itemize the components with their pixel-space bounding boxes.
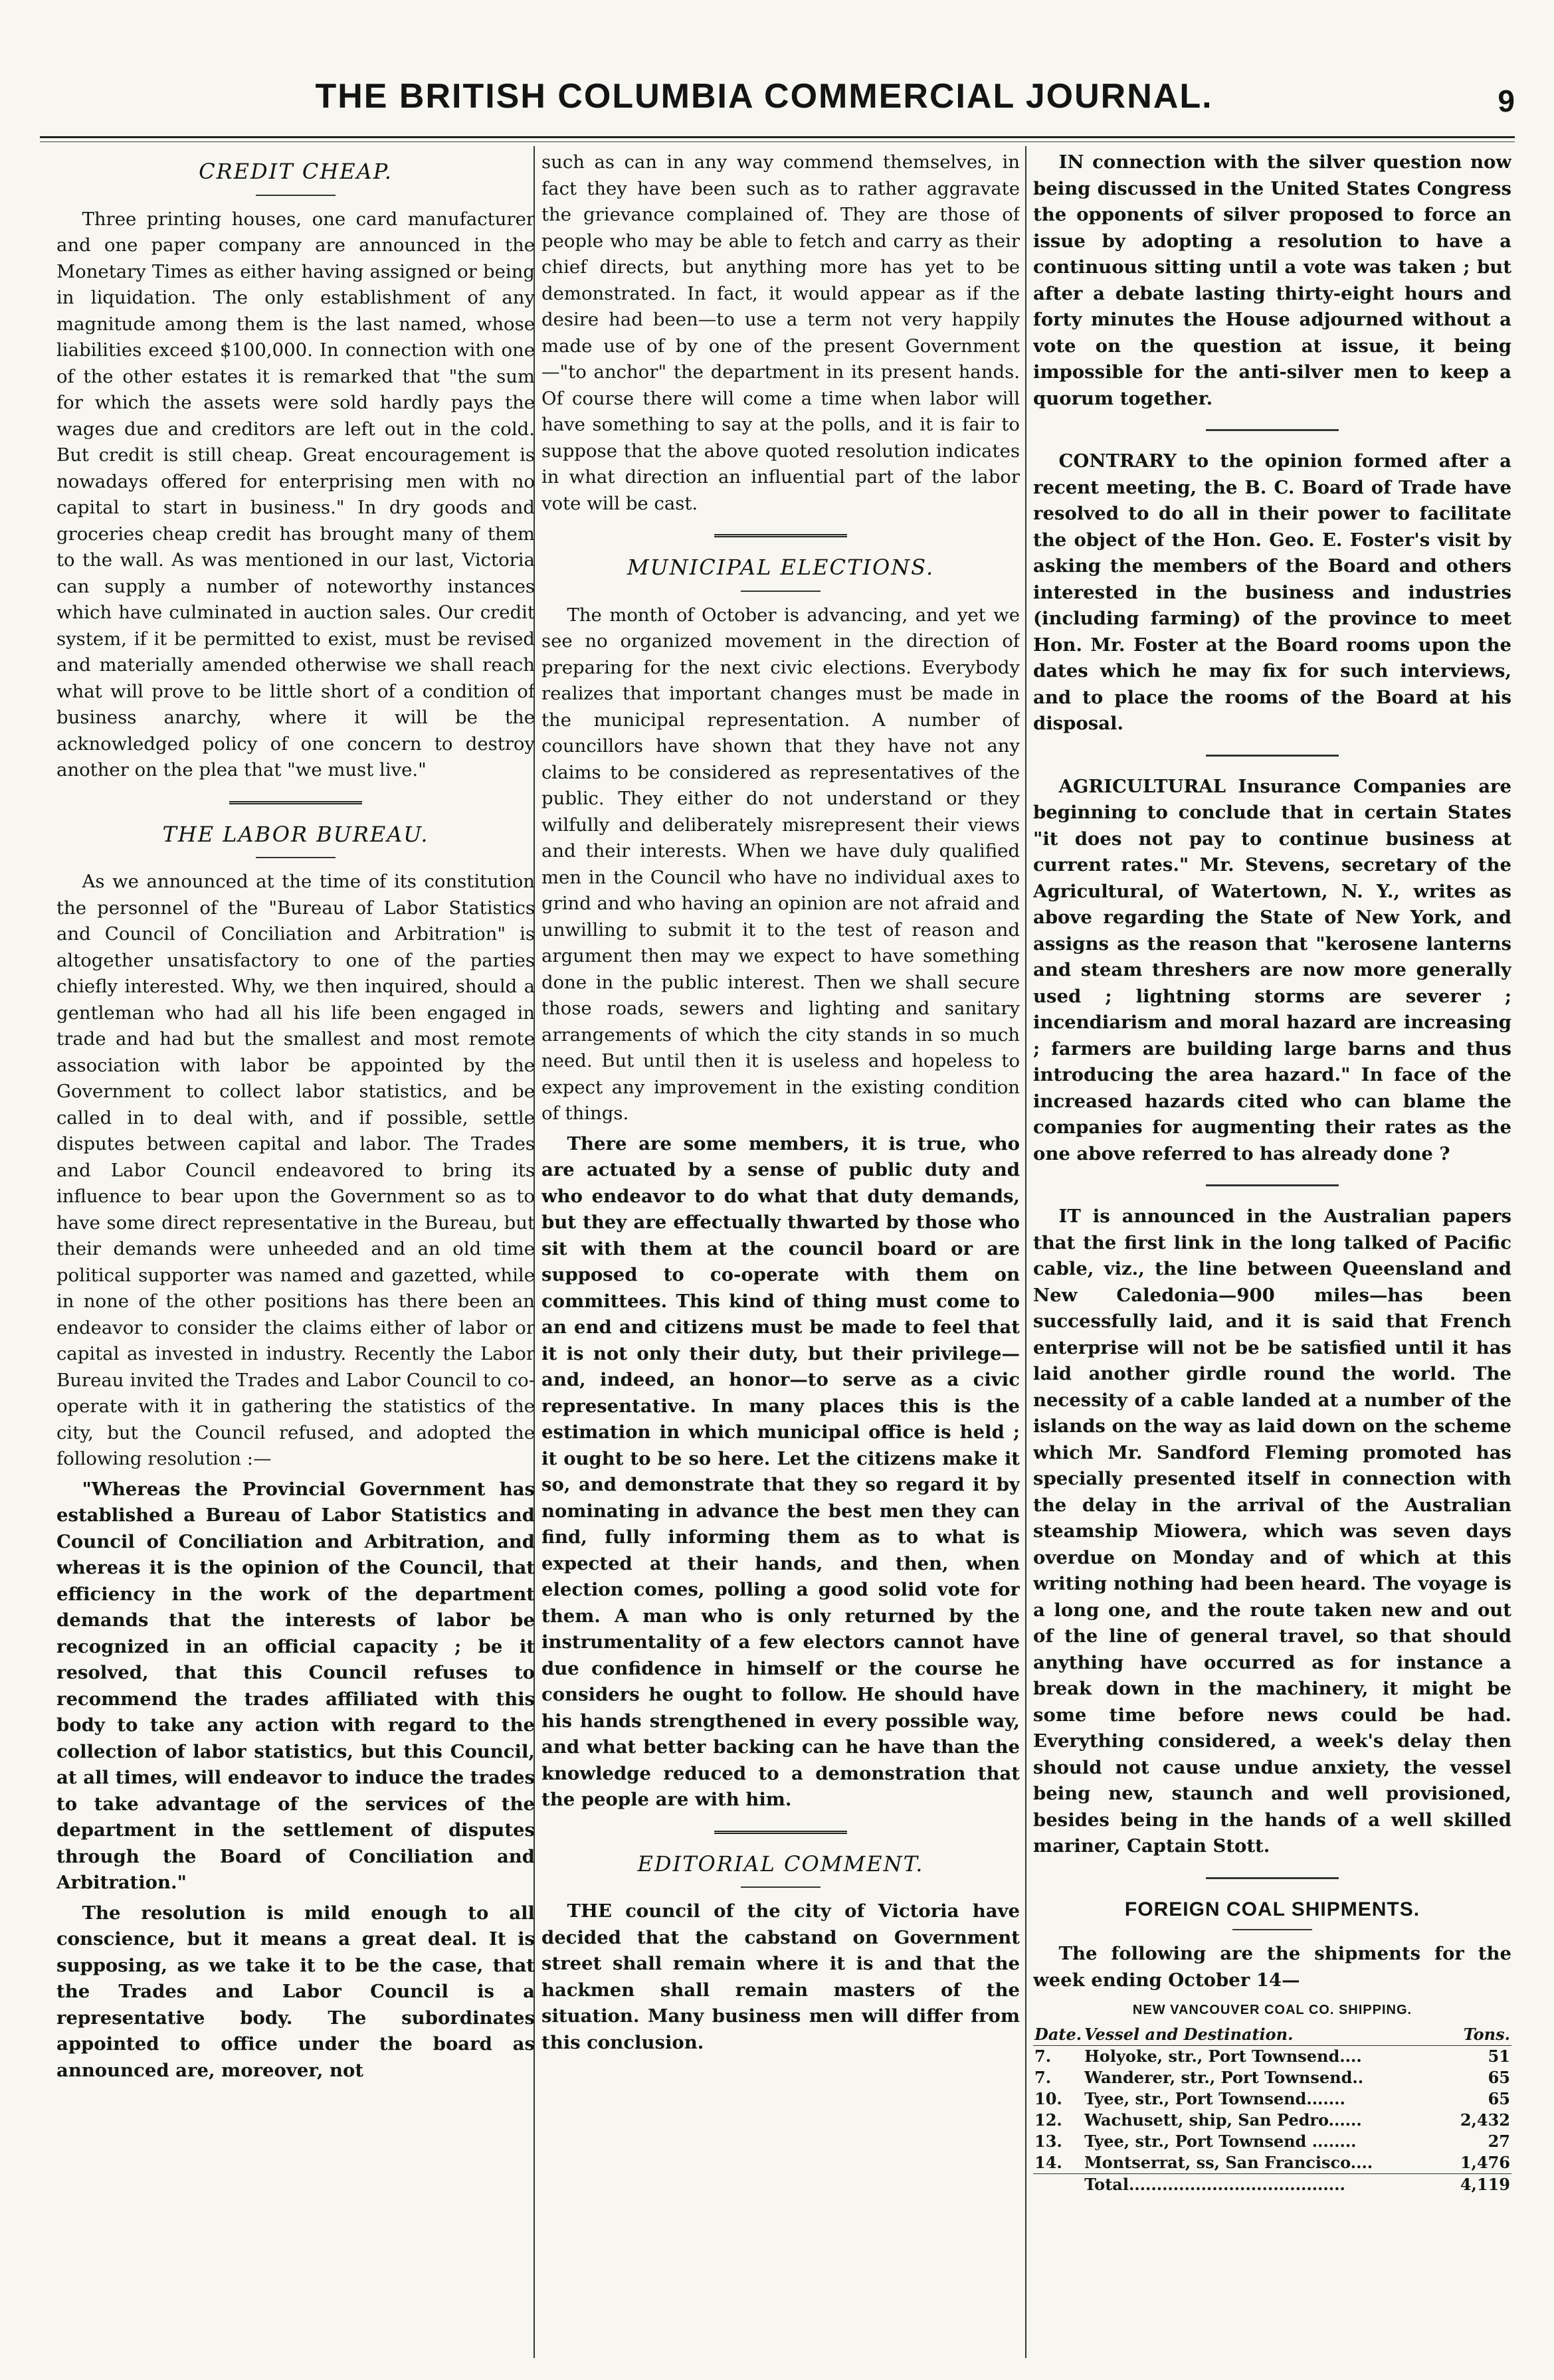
agricultural-paragraph (1033, 774, 1511, 1168)
table-total-row (1033, 2173, 1511, 2195)
col-header-tons: Tons. (1449, 2024, 1511, 2046)
column-2 (541, 149, 1020, 2355)
heading-rule (741, 591, 821, 592)
row-vessel: Tyee, str., Port Townsend....... (1084, 2088, 1345, 2108)
col-header-vessel: Vessel and Destination. (1083, 2024, 1449, 2046)
article-paragraph: There are some members, it is true, who are actuated by a sense of public duty and who endeavor to do what that duty demands, but they are effectually thwarted by those who sit with them at the council board or are supposed to co-operate with them on committees. This kind of thing must come to an end and citizens must be made to feel that it is not only their duty, but their privilege—and, indeed, an honor—to serve as a civic representative. In many places this is the estimation in which municipal office is held ; it ought to be so here. Let the citizens make it so, and demonstrate that they so regard it by nominating in advance the best men they can find, fully informing them as to what is expected at their hands, and then, when election comes, polling a good solid vote for them. A man who is only returned by the instrumentality of a few electors cannot have due confidence in himself or the course he considers he ought to follow. He should have his hands strengthened in every possible way, and what better backing can he have than the knowledge reduced to a demonstration that the people are with him. (541, 1133, 1020, 1810)
lead-word: AGRICULTURAL (1058, 775, 1226, 797)
row-tons: 27 (1488, 2131, 1510, 2151)
header-rule-thin (40, 141, 1515, 142)
article-continuation: such as can in any way commend themselves, in fact they have been such as to rather aggravate the grievance complained of. They are those of people who may be able to fetch and carry as their chief directs, but anything more has yet to be demonstrated. In fact, it would appear as if the desire had been—to use a term not very happily made use of by one of the present Government—"to anchor" the department in its present hands. Of course there will come a time when labor will have something to say at the polls, and it is fair to suppose that the above quoted resolution indicates in what direction an influential part of the labor vote will be cast. (541, 151, 1020, 514)
heading-rule (256, 195, 336, 196)
coal-intro: The following are the shipments for the week ending October 14— (1033, 1943, 1511, 1991)
row-tons: 51 (1488, 2046, 1510, 2066)
row-vessel: Tyee, str., Port Townsend ........ (1084, 2131, 1357, 2151)
table-row (1033, 2045, 1511, 2067)
heading-rule (256, 857, 336, 858)
section-divider (1206, 1877, 1339, 1879)
paragraph-text: is announced in the Australian papers that the first link in the long talked of Pacific cable, viz., the line between Queensland and New Caledonia—900 miles—has been successfully laid, and it is said that French enterprise will not be be satisfied until it has laid another girdle round the world. The necessity of a cable landed at a number of the islands on the way as laid down on the scheme which Mr. Sandford Fleming promoted has specially presented itself in connection with the delay in the arrival of the Australian steamship Miowera, which was seven days overdue on Monday and of which at this writing nothing had been heard. The voyage is a long one, and the route taken new and out of the line of general travel, so that should anything have occurred as for instance a break down in the machinery, it might be some time before news could be had. Everything considered, a week's delay then should not cause undue anxiety, the vessel being new, staunch and well provisioned, besides being in the hands of a well skilled mariner, Captain Stott. (1033, 1206, 1511, 1857)
total-label: Total....................................... (1083, 2173, 1449, 2195)
table-row (1033, 2131, 1511, 2152)
article-paragraph: As we announced at the time of its constitution the personnel of the "Bureau of Labor Statistics and Council of Conciliation and Arbitration" is altogether unsatisfactory to one of the parties chiefly interested. Why, we then inquired, should a gentleman who had all his life been engaged in trade and had but the smallest and most remote association with labor be appointed by the Government to collect labor statistics, and be called in to deal with, and if possible, settle disputes between capital and labor. The Trades and Labor Council endeavored to bring its influence to bear upon the Government so as to have some direct representative in the Bureau, but their demands were unheeded and an old time political supporter was named and gazetted, while in none of the other positions has there been an endeavor to consider the claims either of labor or capital as invested in industry. Recently the Labor Bureau invited the Trades and Labor Council to co-operate with it in gathering the statistics of the city, but the Council refused, and adopted the following resolution :— (56, 871, 535, 1469)
row-date: 12. (1034, 2110, 1062, 2130)
section-divider (1206, 755, 1339, 757)
row-vessel: Montserrat, ss, San Francisco.... (1084, 2152, 1373, 2172)
article-paragraph: Three printing houses, one card manufacturer and one paper company are announced in the Monetary Times as either having assigned or being in liquidation. The only establishment of any magnitude among them is the last named, whose liabilities exceed $100,000. In connection with one of the other estates it is remarked that "the sum for which the assets were sold hardly pays the wages due and creditors are left out in the cold. But credit is still cheap. Great encouragement is nowadays offered for enterprising men with no capital to start in business." In dry goods and groceries cheap credit has brought many of them to the wall. As was mentioned in our last, Victoria can supply a number of noteworthy instances which have culminated in auction sales. Our credit system, if it be permitted to exist, must be revised and materially amended otherwise we shall reach what will prove to be little short of a condition of business anarchy, where it will be the acknowledged policy of one concern to destroy another on the plea that "we must live." (56, 208, 535, 780)
heading-rule (741, 1886, 821, 1888)
section-divider (1206, 429, 1339, 431)
table-row (1033, 2088, 1511, 2110)
table-row (1033, 2152, 1511, 2174)
row-tons: 65 (1488, 2067, 1510, 2087)
table-header-row (1033, 2024, 1511, 2046)
lead-word: THE (567, 1900, 612, 1922)
lead-word: IT (1058, 1206, 1081, 1227)
row-date: 13. (1034, 2131, 1062, 2151)
row-tons: 2,432 (1460, 2110, 1510, 2130)
heading-rule (1232, 1929, 1312, 1930)
row-date: 10. (1034, 2088, 1062, 2108)
paragraph-text: to the opinion formed after a recent meeting, the B. C. Board of Trade have resolved to do all in their power to facilitate the object of the Hon. Geo. E. Foster's visit by asking the members of the Board and others interested in the business and industries (including farming) of the province to meet Hon. Mr. Foster at the Board rooms upon the dates which he may fix for such interviews, and to place the rooms of the Board at his disposal. (1033, 450, 1511, 734)
section-divider (1206, 1184, 1339, 1186)
total-blank (1033, 2173, 1083, 2195)
coal-heading: FOREIGN COAL SHIPMENTS. (1124, 1898, 1420, 1920)
row-vessel: Holyoke, str., Port Townsend.... (1084, 2046, 1362, 2066)
column-1 (56, 149, 535, 2355)
table-row (1033, 2110, 1511, 2131)
row-vessel: Wanderer, str., Port Townsend.. (1084, 2067, 1364, 2087)
paragraph-text: Insurance Companies are beginning to conclude that in certain States "it does not pay to continue business at current rates." Mr. Stevens, secretary of the Agricultural, of Watertown, N. Y., writes as above regarding the State of New York, and assigns as the reason that "kerosene lanterns and steam threshers are now more generally used ; lightning storms are severer ; incendiarism and moral hazard are increasing ; farmers are building large barns and thus introducing the area hazard." In face of the increased hazards cited who can blame the companies for augmenting their rates as the one above referred to has already done ? (1033, 775, 1511, 1164)
article-heading-credit: CREDIT CHEAP. (199, 159, 393, 184)
page-number: 9 (1498, 84, 1515, 118)
col-header-date: Date. (1033, 2024, 1083, 2046)
row-vessel: Wachusett, ship, San Pedro...... (1084, 2110, 1362, 2130)
journal-title: THE BRITISH COLUMBIA COMMERCIAL JOURNAL. (315, 77, 1213, 116)
row-date: 14. (1034, 2152, 1062, 2172)
lead-word: IN (1058, 151, 1084, 173)
row-tons: 65 (1488, 2088, 1510, 2108)
australian-paragraph (1033, 1204, 1511, 1860)
header-rule (40, 136, 1515, 138)
lead-word: CONTRARY (1058, 450, 1177, 472)
paragraph-text: connection with the silver question now being discussed in the United States Congress the opponents of silver proposed to force an issue by adopting a resolution to have a continuous sitting until a vote was taken ; but after a debate lasting thirty-eight hours and forty minutes the House adjourned without a vote on the question at issue, it being impossible for the anti-silver men to keep a quorum together. (1033, 151, 1511, 409)
row-date: 7. (1034, 2067, 1052, 2087)
article-heading-editorial: EDITORIAL COMMENT. (637, 1851, 924, 1877)
coal-company: NEW VANCOUVER COAL CO. SHIPPING. (1132, 2003, 1412, 2017)
section-divider (229, 801, 362, 804)
contrary-paragraph (1033, 448, 1511, 737)
table-row (1033, 2067, 1511, 2088)
column-divider (1025, 146, 1026, 2358)
paragraph-text: council of the city of Victoria have decided that the cabstand on Government street shall remain where it is and that the hackmen shall remain masters of the situation. Many business men will differ from this conclusion. (541, 1900, 1020, 2053)
column-3 (1033, 149, 1511, 2355)
article-paragraph: The resolution is mild enough to all conscience, but it means a great deal. It is supposing, as we take it to be the case, that the Trades and Labor Council is a representative body. The subordinates appointed to office under the board as announced are, moreover, not (56, 1902, 535, 2081)
row-date: 7. (1034, 2046, 1052, 2066)
resolution-paragraph: "Whereas the Provincial Government has established a Bureau of Labor Statistics and Council of Conciliation and Arbitration, and whereas it is the opinion of the Council, that efficiency in the work of the department demands that the interests of labor be recognized in an official capacity ; be it resolved, that this Council refuses to recommend the trades affiliated with this body to take any action with regard to the collection of labor statistics, but this Council, at all times, will endeavor to induce the trades to take advantage of the services of the department in the settlement of disputes through the Board of Conciliation and Arbitration." (56, 1478, 535, 1893)
silver-paragraph (1033, 149, 1511, 412)
total-value: 4,119 (1449, 2173, 1511, 2195)
article-paragraph: The month of October is advancing, and yet we see no organized movement in the direction of preparing for the next civic elections. Everybody realizes that important changes must be made in the municipal representation. A number of councillors have shown that they have not any claims to be considered as representatives of the public. They either do not understand or they wilfully and deliberately misrepresent their views and their interests. When we have duly qualified men in the Council who have no individual axes to grind and who having an opinion are not afraid and unwilling to submit it to the test of reason and argument then may we expect to have something done in the public interest. Then we shall secure those roads, sewers and lighting and sanitary arrangements of which the city stands in so much need. But until then it is useless and hopeless to expect any improvement in the existing condition of things. (541, 604, 1020, 1124)
editorial-paragraph (541, 1898, 1020, 2056)
section-divider (714, 534, 847, 537)
article-heading-municipal: MUNICIPAL ELECTIONS. (627, 555, 935, 580)
section-divider (714, 1831, 847, 1834)
row-tons: 1,476 (1460, 2152, 1510, 2172)
article-heading-labor: THE LABOR BUREAU. (162, 821, 429, 847)
page-header (33, 63, 1515, 130)
shipments-table (1033, 2024, 1511, 2195)
